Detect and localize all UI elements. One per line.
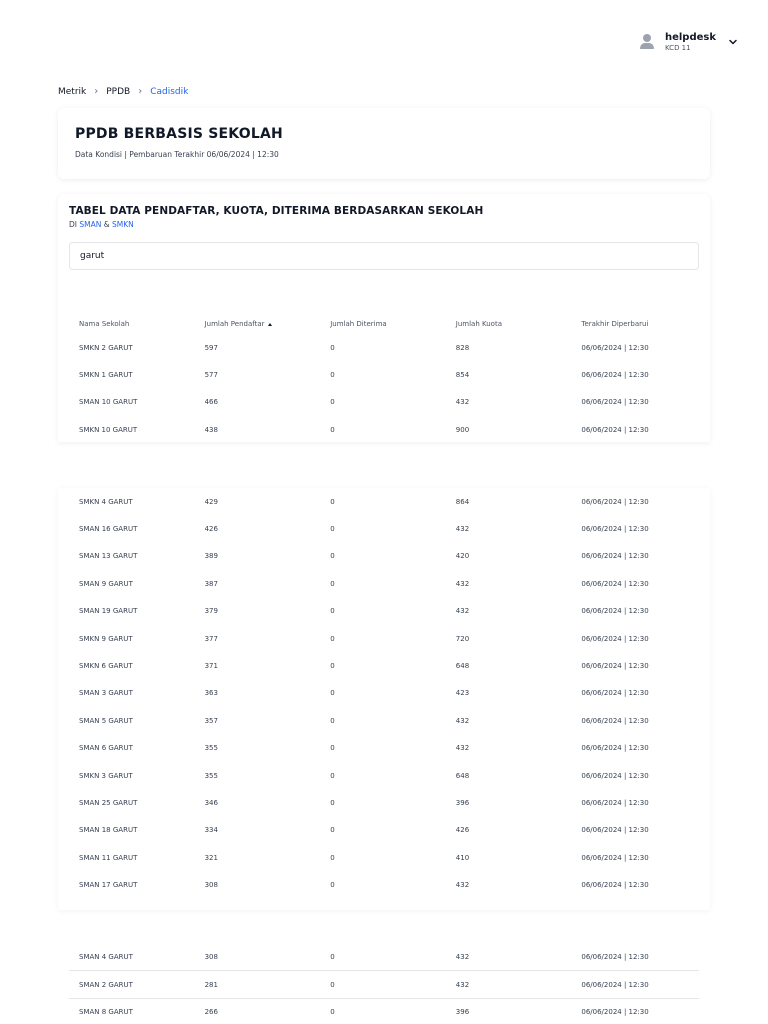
cell-nama-sekolah: SMAN 4 GARUT — [79, 953, 133, 962]
cell-nama-sekolah: SMAN 3 GARUT — [79, 689, 133, 698]
cell-jumlah-pendaftar: 466 — [204, 398, 218, 407]
cell-terakhir-diperbarui: 06/06/2024 | 12:30 — [581, 662, 649, 671]
cell-jumlah-diterima: 0 — [330, 662, 335, 671]
cell-jumlah-diterima: 0 — [330, 980, 335, 989]
cell-jumlah-pendaftar: 355 — [204, 744, 218, 753]
cell-jumlah-diterima: 0 — [330, 798, 335, 807]
table-row[interactable] — [69, 652, 699, 679]
cell-jumlah-pendaftar: 357 — [204, 716, 218, 725]
cell-jumlah-diterima: 0 — [330, 525, 335, 534]
cell-terakhir-diperbarui: 06/06/2024 | 12:30 — [581, 744, 649, 753]
cell-jumlah-kuota: 423 — [455, 689, 470, 698]
cell-jumlah-kuota: 648 — [455, 771, 470, 780]
breadcrumb-item-ppdb[interactable]: PPDB — [106, 86, 131, 97]
table-row[interactable] — [69, 570, 699, 597]
cell-terakhir-diperbarui: 06/06/2024 | 12:30 — [581, 607, 649, 616]
cell-jumlah-pendaftar: 387 — [204, 579, 218, 588]
cell-jumlah-pendaftar: 426 — [204, 525, 218, 534]
cell-nama-sekolah: SMAN 13 GARUT — [79, 552, 138, 561]
table-row[interactable] — [69, 488, 699, 515]
sman-link[interactable]: SMAN — [79, 220, 102, 229]
table-row[interactable] — [69, 543, 699, 570]
cell-jumlah-diterima: 0 — [330, 953, 335, 962]
chevron-down-icon[interactable] — [728, 37, 738, 47]
column-header-jumlah-kuota[interactable]: Jumlah Kuota — [455, 320, 502, 328]
cell-jumlah-diterima: 0 — [330, 881, 335, 890]
cell-jumlah-kuota: 396 — [455, 798, 470, 807]
table-card-continued — [58, 944, 710, 1024]
cell-terakhir-diperbarui: 06/06/2024 | 12:30 — [581, 371, 649, 380]
user-info — [665, 32, 716, 52]
cell-terakhir-diperbarui: 06/06/2024 | 12:30 — [581, 497, 649, 506]
cell-jumlah-pendaftar: 379 — [204, 607, 218, 616]
table-row[interactable] — [69, 817, 699, 844]
cell-jumlah-kuota: 720 — [455, 634, 470, 643]
table-title: TABEL DATA PENDAFTAR, KUOTA, DITERIMA BERDASARKAN SEKOLAH — [69, 205, 484, 217]
chevron-right-icon: › — [138, 86, 143, 97]
cell-jumlah-pendaftar: 334 — [204, 826, 218, 835]
cell-jumlah-diterima: 0 — [330, 371, 335, 380]
cell-jumlah-kuota: 432 — [455, 607, 470, 616]
breadcrumb-item-current: Cadisdik — [150, 86, 189, 97]
cell-jumlah-diterima: 0 — [330, 853, 335, 862]
cell-terakhir-diperbarui: 06/06/2024 | 12:30 — [581, 798, 649, 807]
table-card-continued — [58, 488, 710, 910]
table-row[interactable] — [69, 598, 699, 625]
cell-terakhir-diperbarui: 06/06/2024 | 12:30 — [581, 689, 649, 698]
cell-jumlah-diterima: 0 — [330, 579, 335, 588]
table-row[interactable] — [69, 844, 699, 871]
smkn-link[interactable]: SMKN — [111, 220, 134, 229]
breadcrumb-item-metrik[interactable]: Metrik — [58, 86, 87, 97]
cell-jumlah-diterima: 0 — [330, 607, 335, 616]
cell-nama-sekolah: SMKN 6 GARUT — [79, 662, 133, 671]
cell-nama-sekolah: SMAN 9 GARUT — [79, 579, 133, 588]
column-header-nama-sekolah[interactable]: Nama Sekolah — [79, 320, 130, 328]
cell-jumlah-diterima: 0 — [330, 497, 335, 506]
table-row[interactable] — [69, 971, 699, 998]
cell-nama-sekolah: SMKN 1 GARUT — [79, 371, 133, 380]
table-row[interactable] — [69, 361, 699, 388]
cell-terakhir-diperbarui: 06/06/2024 | 12:30 — [581, 343, 649, 352]
cell-jumlah-kuota: 426 — [455, 826, 470, 835]
cell-nama-sekolah: SMAN 11 GARUT — [79, 853, 138, 862]
cell-jumlah-pendaftar: 308 — [204, 881, 218, 890]
cell-nama-sekolah: SMAN 17 GARUT — [79, 881, 138, 890]
cell-terakhir-diperbarui: 06/06/2024 | 12:30 — [581, 1007, 649, 1016]
cell-terakhir-diperbarui: 06/06/2024 | 12:30 — [581, 771, 649, 780]
cell-terakhir-diperbarui: 06/06/2024 | 12:30 — [581, 552, 649, 561]
table-body — [69, 944, 699, 1024]
cell-nama-sekolah: SMKN 3 GARUT — [79, 771, 133, 780]
cell-jumlah-kuota: 432 — [455, 525, 470, 534]
cell-jumlah-pendaftar: 321 — [204, 853, 218, 862]
table-body — [69, 488, 699, 899]
table-row[interactable] — [69, 871, 699, 898]
user-name: helpdesk — [664, 32, 716, 43]
cell-jumlah-pendaftar: 371 — [204, 662, 218, 671]
page-header-card — [58, 108, 710, 179]
cell-jumlah-pendaftar: 438 — [204, 425, 218, 434]
cell-jumlah-diterima: 0 — [330, 425, 335, 434]
table-subtitle — [69, 220, 699, 229]
cell-nama-sekolah: SMKN 2 GARUT — [79, 343, 133, 352]
cell-jumlah-kuota: 432 — [455, 953, 470, 962]
breadcrumb — [58, 86, 188, 97]
table-subtitle-prefix: DI — [69, 220, 80, 229]
table-row[interactable] — [69, 389, 699, 416]
user-icon — [639, 34, 655, 50]
column-header-terakhir-diperbarui[interactable]: Terakhir Diperbarui — [581, 320, 649, 328]
cell-jumlah-pendaftar: 597 — [204, 343, 218, 352]
column-header-jumlah-diterima[interactable]: Jumlah Diterima — [330, 320, 387, 328]
cell-nama-sekolah: SMAN 10 GARUT — [79, 398, 138, 407]
cell-jumlah-kuota: 432 — [455, 980, 470, 989]
cell-jumlah-kuota: 420 — [455, 552, 470, 561]
cell-jumlah-kuota: 900 — [455, 425, 470, 434]
cell-terakhir-diperbarui: 06/06/2024 | 12:30 — [581, 716, 649, 725]
cell-nama-sekolah: SMKN 4 GARUT — [79, 497, 133, 506]
cell-jumlah-diterima: 0 — [330, 771, 335, 780]
cell-terakhir-diperbarui: 06/06/2024 | 12:30 — [581, 634, 649, 643]
table-row[interactable] — [69, 762, 699, 789]
cell-terakhir-diperbarui: 06/06/2024 | 12:30 — [581, 398, 649, 407]
cell-jumlah-diterima: 0 — [330, 343, 335, 352]
cell-terakhir-diperbarui: 06/06/2024 | 12:30 — [581, 425, 649, 434]
table-row[interactable] — [69, 416, 699, 442]
cell-jumlah-kuota: 396 — [455, 1007, 470, 1016]
cell-jumlah-pendaftar: 389 — [204, 552, 218, 561]
search-input[interactable] — [69, 242, 699, 270]
table-row[interactable] — [69, 334, 699, 361]
cell-terakhir-diperbarui: 06/06/2024 | 12:30 — [581, 826, 649, 835]
cell-jumlah-diterima: 0 — [330, 716, 335, 725]
table-row[interactable] — [69, 944, 699, 971]
cell-nama-sekolah: SMAN 2 GARUT — [79, 980, 133, 989]
cell-jumlah-diterima: 0 — [330, 398, 335, 407]
table-row[interactable] — [69, 999, 699, 1024]
cell-jumlah-pendaftar: 281 — [204, 980, 218, 989]
cell-jumlah-kuota: 410 — [455, 853, 470, 862]
table-row[interactable] — [69, 680, 699, 707]
table-row[interactable] — [69, 625, 699, 652]
cell-jumlah-pendaftar: 308 — [204, 953, 218, 962]
cell-nama-sekolah: SMAN 25 GARUT — [79, 798, 138, 807]
page-subtitle: Data Kondisi | Pembaruan Terakhir 06/06/2024 | 12:30 — [75, 150, 279, 159]
cell-jumlah-kuota: 432 — [455, 716, 470, 725]
user-unit: KCD 11 — [664, 43, 691, 52]
user-menu[interactable] — [639, 32, 738, 52]
cell-jumlah-kuota: 828 — [455, 343, 470, 352]
cell-nama-sekolah: SMAN 6 GARUT — [79, 744, 133, 753]
cell-jumlah-pendaftar: 377 — [204, 634, 218, 643]
cell-jumlah-diterima: 0 — [330, 826, 335, 835]
cell-nama-sekolah: SMAN 5 GARUT — [79, 716, 133, 725]
cell-terakhir-diperbarui: 06/06/2024 | 12:30 — [581, 853, 649, 862]
page-title: PPDB BERBASIS SEKOLAH — [75, 126, 283, 142]
chevron-right-icon: › — [94, 86, 99, 97]
cell-jumlah-kuota: 648 — [455, 662, 470, 671]
table-row[interactable] — [69, 515, 699, 542]
cell-terakhir-diperbarui: 06/06/2024 | 12:30 — [581, 525, 649, 534]
cell-jumlah-pendaftar: 429 — [204, 497, 218, 506]
cell-terakhir-diperbarui: 06/06/2024 | 12:30 — [581, 579, 649, 588]
cell-jumlah-diterima: 0 — [330, 744, 335, 753]
cell-nama-sekolah: SMKN 9 GARUT — [79, 634, 133, 643]
cell-jumlah-diterima: 0 — [330, 689, 335, 698]
cell-terakhir-diperbarui: 06/06/2024 | 12:30 — [581, 980, 649, 989]
cell-terakhir-diperbarui: 06/06/2024 | 12:30 — [581, 881, 649, 890]
cell-jumlah-pendaftar: 266 — [204, 1007, 218, 1016]
sort-up-icon — [268, 323, 272, 326]
cell-jumlah-kuota: 432 — [455, 579, 470, 588]
cell-jumlah-kuota: 864 — [455, 497, 470, 506]
cell-nama-sekolah: SMKN 10 GARUT — [79, 425, 138, 434]
table-subtitle-mid: & — [101, 220, 112, 229]
cell-jumlah-pendaftar: 363 — [204, 689, 218, 698]
cell-jumlah-diterima: 0 — [330, 634, 335, 643]
cell-jumlah-kuota: 432 — [455, 398, 470, 407]
column-header-jumlah-pendaftar[interactable] — [195, 320, 321, 328]
cell-nama-sekolah: SMAN 16 GARUT — [79, 525, 138, 534]
cell-jumlah-kuota: 432 — [455, 881, 470, 890]
cell-jumlah-pendaftar: 355 — [204, 771, 218, 780]
table-row[interactable] — [69, 735, 699, 762]
cell-nama-sekolah: SMAN 19 GARUT — [79, 607, 138, 616]
table-header — [69, 314, 699, 334]
cell-nama-sekolah: SMAN 18 GARUT — [79, 826, 138, 835]
table-card — [58, 194, 710, 442]
cell-jumlah-kuota: 854 — [455, 371, 470, 380]
table-row[interactable] — [69, 707, 699, 734]
cell-jumlah-pendaftar: 577 — [204, 371, 218, 380]
table-body — [69, 334, 699, 442]
cell-jumlah-diterima: 0 — [330, 552, 335, 561]
cell-jumlah-kuota: 432 — [455, 744, 470, 753]
column-header-label: Jumlah Pendaftar — [204, 320, 265, 328]
cell-jumlah-diterima: 0 — [330, 1007, 335, 1016]
cell-jumlah-pendaftar: 346 — [204, 798, 218, 807]
cell-terakhir-diperbarui: 06/06/2024 | 12:30 — [581, 953, 649, 962]
cell-nama-sekolah: SMAN 8 GARUT — [79, 1007, 133, 1016]
table-row[interactable] — [69, 789, 699, 816]
